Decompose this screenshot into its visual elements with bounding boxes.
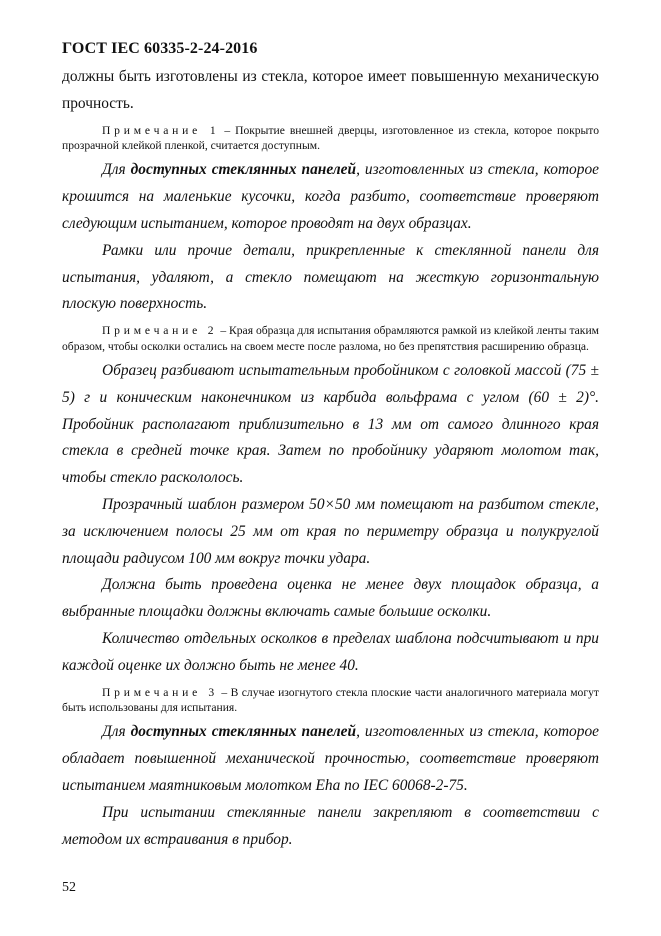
note-2 — [62, 323, 599, 354]
paragraph-7-rest: , изготовленных из стекла, которое обладает повышенной механической прочностью, соответствие проверяют испытанием маятниковым молотком Eha по IEC 60068-2-75. — [62, 723, 599, 794]
document-code-header: ГОСТ IEC 60335-2-24-2016 — [62, 40, 258, 57]
page-number: 52 — [62, 880, 76, 895]
paragraph-fragment-count: Количество отдельных осколков в пределах шаблона подсчитывают и при каждой оценке их должно быть не менее 40. — [62, 629, 599, 674]
note-3 — [62, 685, 599, 716]
note-1-text: – Покрытие внешней дверцы, изготовленное из стекла, которое покрыто прозрачной клейкой пленкой, считается доступным. — [62, 123, 599, 152]
note-2-label: Примечание 2 — [102, 324, 218, 338]
paragraph-break-sample: Образец разбивают испытательным пробойником с головкой массой (75 ± 5) г и коническим наконечником из карбида вольфрама с углом (60 ± 2)°. Пробойник располагают приблизительно в 13 мм от самого длинного края стекла в средней точке края. Затем по пробойнику ударяют молотом так, чтобы стекло раскололось. — [62, 362, 599, 487]
intro-paragraph: должны быть изготовлены из стекла, которое имеет повышенную механическую прочность. — [62, 68, 599, 112]
note-2-text: – Края образца для испытания обрамляются рамкой из клейкой ленты таким образом, чтобы осколки остались на своем месте после разлома, но без препятствия расширению образца. — [62, 324, 599, 353]
paragraph-1-rest: , изготовленных из стекла, которое крошится на маленькие кусочки, когда разбито, соответствие проверяют следующим испытанием, которое проводят на двух образцах. — [62, 161, 599, 232]
defined-term: доступных стеклянных панелей — [130, 161, 357, 179]
paragraph-evaluation: Должна быть проведена оценка не менее двух площадок образца, а выбранные площадки должны включать самые большие осколки. — [62, 576, 599, 621]
note-3-text: – В случае изогнутого стекла плоские части аналогичного материала могут быть использованы для испытания. — [62, 685, 599, 714]
paragraph-template: Прозрачный шаблон размером 50×50 мм помещают на разбитом стекле, за исключением полосы 25 мм от края по периметру образца и полукруглой площади радиусом 100 мм вокруг точки удара. — [62, 495, 599, 567]
paragraph-mounting: При испытании стеклянные панели закрепляют в соответствии с методом их встраивания в прибор. — [62, 803, 599, 848]
note-1-label: Примечание 1 — [102, 123, 220, 137]
paragraph-1-lead: Для — [102, 161, 131, 179]
note-1 — [62, 123, 599, 154]
paragraph-remove-frames: Рамки или прочие детали, прикрепленные к стеклянной панели для испытания, удаляют, а стекло помещают на жесткую горизонтальную плоскую поверхность. — [62, 241, 599, 313]
paragraph-7-lead: Для — [102, 723, 131, 741]
page-content — [62, 64, 599, 853]
note-3-label: Примечание 3 — [102, 685, 218, 699]
defined-term: доступных стеклянных панелей — [130, 723, 357, 741]
paragraph-accessible-glass-panels — [62, 157, 599, 237]
paragraph-pendulum-hammer — [62, 719, 599, 799]
